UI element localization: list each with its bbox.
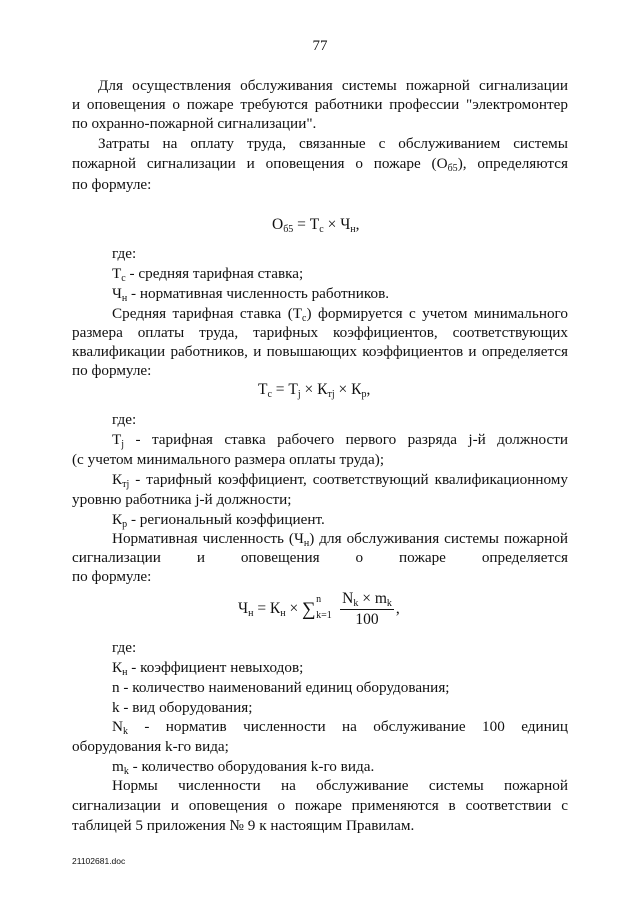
definition-n: n - количество наименований единиц оборудования; [112,679,450,696]
definition-tj: $Т_j$ - тарифная ставка рабочего первого разряда j-й должности [112,431,568,450]
definition-mk: $m_k$ - количество оборудования k-го вида. [112,758,375,777]
paragraph-3-line-4: по формуле: [72,362,152,379]
paragraph-2-line-1: Затраты на оплату труда, связанные с обслуживанием системы [98,135,568,152]
paragraph-1-line-2: и оповещения о пожаре требуются работники профессии "электромонтер [72,96,568,113]
where-label-1: где: [112,245,137,262]
paragraph-4-line-3: по формуле: [72,568,152,585]
formula-average-rate: $Т_с = Т_j \times К_{тj} \times К_р$, [258,381,371,400]
summation-symbol: ∑ n k=1 [302,593,332,621]
definition-kp: $К_р$ - региональный коэффициент. [112,511,325,530]
document-filename: 21102681.doc [72,856,126,866]
paragraph-5-line-3: таблицей 5 приложения № 9 к настоящим Правилам. [72,817,415,834]
paragraph-5-line-2: сигнализации и оповещения о пожаре применяются в соответствии с [72,797,568,814]
paragraph-1-line-3: по охранно-пожарной сигнализации". [72,115,317,132]
where-label-2: где: [112,411,137,428]
definition-nk-continued: оборудования k-го вида; [72,738,229,755]
paragraph-5-line-1: Нормы численности на обслуживание системы пожарной [112,777,568,794]
page-number: 77 [312,38,328,54]
definition-ch: $Ч_н$ - нормативная численность работников. [112,285,390,304]
paragraph-2-line-3: по формуле: [72,176,152,193]
definition-ktj-continued: уровню работника j-й должности; [72,491,292,508]
paragraph-3-line-3: квалификации работников, и повышающих коэффициентов и определяется [72,343,568,360]
definition-nk: $N_k$ - норматив численности на обслуживание 100 единиц [112,718,568,737]
where-label-3: где: [112,639,137,656]
fraction: $\frac{N_k \times m_k}{100}$ [342,590,392,628]
paragraph-2-line-2: пожарной сигнализации и оповещения о пожаре $(О_{б5})$, определяются [72,155,568,174]
formula-headcount: $Ч_н = К_н$ × ∑ n k=1 $\frac{N_k \times m_k}{100}$ , [238,590,400,628]
definition-tc: $Т_с$ - средняя тарифная ставка; [112,265,304,284]
definition-k: k - вид оборудования; [112,699,253,716]
paragraph-3-line-2: размера оплаты труда, тарифных коэффициентов, соответствующих [72,324,568,341]
formula-labor-cost: $О_{б5} = Т_с \times Ч_н$, [272,216,360,235]
paragraph-1-line-1: Для осуществления обслуживания системы пожарной сигнализации [98,77,568,94]
paragraph-3-line-1: Средняя тарифная ставка $(Т_с)$ формируется с учетом минимального [112,305,568,324]
paragraph-4-line-2: сигнализации и оповещения о пожаре определяется [72,549,568,566]
definition-kn: $К_н$ - коэффициент невыходов; [112,659,304,678]
definition-tj-continued: (с учетом минимального размера оплаты труда); [72,451,385,468]
definition-ktj: $К_{тj}$ - тарифный коэффициент, соответствующий квалификационному [112,471,568,490]
paragraph-4-line-1: Нормативная численность $(Ч_н)$ для обслуживания системы пожарной [112,530,568,549]
